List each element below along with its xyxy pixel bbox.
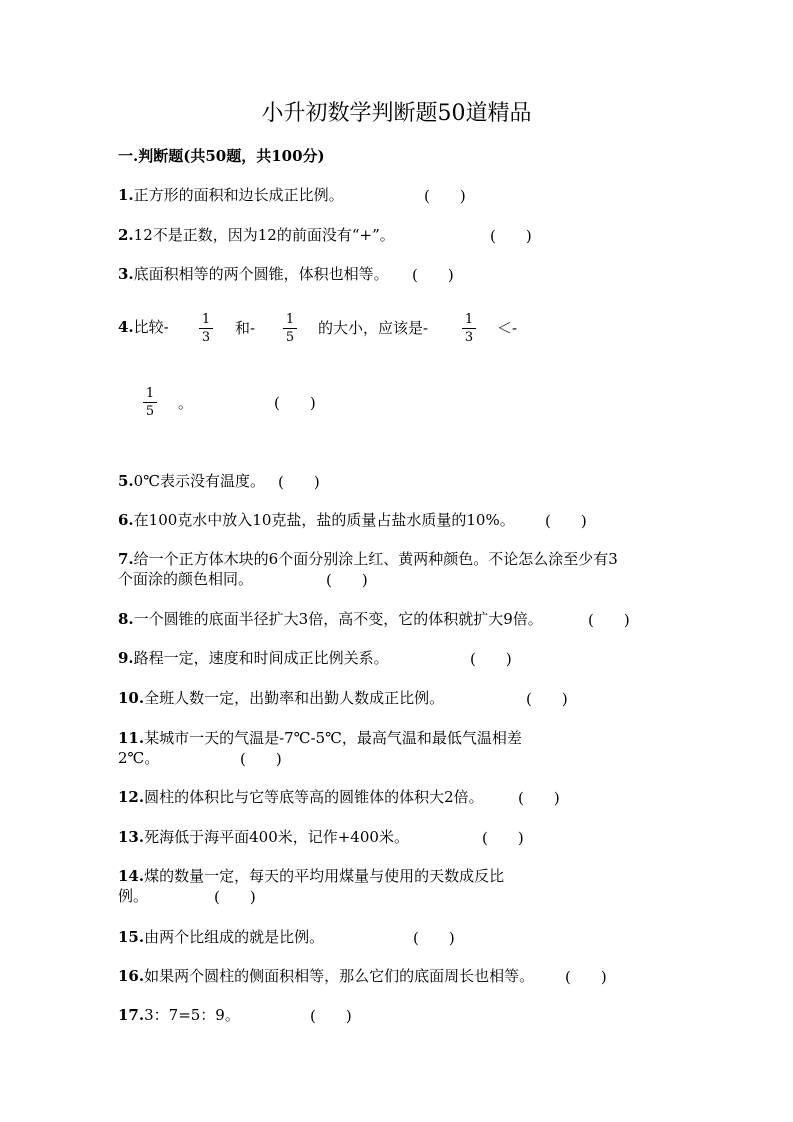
question-number: 15. xyxy=(118,928,145,946)
question-text: 死海低于海平面400米，记作+400米。 xyxy=(144,828,409,846)
answer-blank[interactable]: ( ) xyxy=(518,789,560,807)
question-2 xyxy=(118,225,395,246)
question-text: 12不是正数，因为12的前面没有“+”。 xyxy=(133,226,395,244)
question-7 xyxy=(118,549,618,570)
answer-blank[interactable]: ( ) xyxy=(526,690,568,708)
question-text: 正方形的面积和边长成正比例。 xyxy=(133,186,344,204)
answer-blank[interactable]: ( ) xyxy=(240,750,282,768)
question-number: 17. xyxy=(118,1006,145,1024)
fraction-bar xyxy=(199,328,213,329)
question-8 xyxy=(118,609,543,630)
question-text: 一个圆锥的底面半径扩大3倍，高不变，它的体积就扩大9倍。 xyxy=(133,610,543,628)
question-number: 5. xyxy=(118,472,134,490)
fraction-bar xyxy=(143,402,157,403)
answer-blank[interactable]: ( ) xyxy=(413,929,455,947)
question-text: ＜- xyxy=(497,319,518,337)
question-number: 11. xyxy=(118,729,145,747)
question-text: 在100克水中放入10克盐，盐的质量占盐水质量的10%。 xyxy=(133,511,515,529)
question-number: 2. xyxy=(118,226,134,244)
question-15 xyxy=(118,927,324,948)
question-number: 9. xyxy=(118,649,134,667)
question-number: 3. xyxy=(118,265,134,283)
question-number: 14. xyxy=(118,867,145,885)
question-number: 10. xyxy=(118,689,145,707)
fraction-denominator: 3 xyxy=(464,330,474,345)
question-4 xyxy=(118,317,169,338)
question-text: 0℃表示没有温度。 xyxy=(133,472,265,490)
question-12 xyxy=(118,787,484,808)
question-17 xyxy=(118,1005,240,1026)
answer-blank[interactable]: ( ) xyxy=(482,829,524,847)
section-heading: 一.判断题(共50题，共100分) xyxy=(118,147,325,165)
question-text: 如果两个圆柱的侧面积相等，那么它们的底面周长也相等。 xyxy=(144,967,535,985)
answer-blank[interactable]: ( ) xyxy=(310,1007,352,1025)
question-text: 的大小，应该是- xyxy=(318,319,429,337)
question-text: 和- xyxy=(235,319,256,337)
answer-blank[interactable]: ( ) xyxy=(424,187,466,205)
question-text: 某城市一天的气温是-7℃-5℃，最高气温和最低气温相差 xyxy=(144,729,522,747)
answer-blank[interactable]: ( ) xyxy=(412,266,454,284)
answer-blank[interactable]: ( ) xyxy=(214,888,256,906)
question-11 xyxy=(118,728,522,749)
fraction-numerator: 1 xyxy=(464,312,474,327)
fraction-denominator: 5 xyxy=(285,330,295,345)
question-number: 7. xyxy=(118,550,134,568)
fraction xyxy=(141,386,159,419)
fraction-bar xyxy=(462,328,476,329)
question-text: 比较- xyxy=(133,318,169,336)
question-10 xyxy=(118,688,444,709)
fraction xyxy=(460,312,478,345)
question-13 xyxy=(118,827,409,848)
question-number: 4. xyxy=(118,318,134,336)
fraction-numerator: 1 xyxy=(145,386,155,401)
question-number: 12. xyxy=(118,788,145,806)
question-number: 8. xyxy=(118,610,134,628)
fraction-numerator: 1 xyxy=(201,312,211,327)
question-9 xyxy=(118,648,389,669)
question-text: 煤的数量一定，每天的平均用煤量与使用的天数成反比 xyxy=(144,867,505,885)
question-14 xyxy=(118,866,504,887)
answer-blank[interactable]: ( ) xyxy=(278,473,320,491)
question-text: 给一个正方体木块的6个面分别涂上红、黄两种颜色。不论怎么涂至少有3 xyxy=(133,550,618,568)
page-title: 小升初数学判断题50道精品 xyxy=(261,101,532,126)
question-text: 全班人数一定，出勤率和出勤人数成正比例。 xyxy=(144,689,445,707)
question-5 xyxy=(118,471,265,492)
answer-blank[interactable]: ( ) xyxy=(274,394,316,412)
fraction xyxy=(281,312,299,345)
question-text: 3：7=5：9。 xyxy=(144,1006,240,1024)
question-7-continued: 个面涂的颜色相同。 xyxy=(118,570,254,588)
fraction-denominator: 5 xyxy=(145,404,155,419)
question-text: 由两个比组成的就是比例。 xyxy=(144,928,325,946)
question-11-continued: 2℃。 xyxy=(118,749,160,767)
question-1 xyxy=(118,185,344,206)
question-text: 路程一定，速度和时间成正比例关系。 xyxy=(133,649,389,667)
question-3 xyxy=(118,264,389,285)
question-text: 圆柱的体积比与它等底等高的圆锥体的体积大2倍。 xyxy=(144,788,484,806)
fraction-denominator: 3 xyxy=(201,330,211,345)
question-16 xyxy=(118,966,534,987)
question-text: 。 xyxy=(178,394,194,412)
answer-blank[interactable]: ( ) xyxy=(545,512,587,530)
answer-blank[interactable]: ( ) xyxy=(326,571,368,589)
answer-blank[interactable]: ( ) xyxy=(565,968,607,986)
fraction-bar xyxy=(283,328,297,329)
fraction xyxy=(197,312,215,345)
question-number: 13. xyxy=(118,828,145,846)
question-number: 6. xyxy=(118,511,134,529)
question-text: 底面积相等的两个圆锥，体积也相等。 xyxy=(133,265,389,283)
question-number: 1. xyxy=(118,186,134,204)
answer-blank[interactable]: ( ) xyxy=(490,227,532,245)
question-6 xyxy=(118,510,515,531)
question-number: 16. xyxy=(118,967,145,985)
answer-blank[interactable]: ( ) xyxy=(588,611,630,629)
fraction-numerator: 1 xyxy=(285,312,295,327)
answer-blank[interactable]: ( ) xyxy=(470,650,512,668)
question-14-continued: 例。 xyxy=(118,887,149,905)
